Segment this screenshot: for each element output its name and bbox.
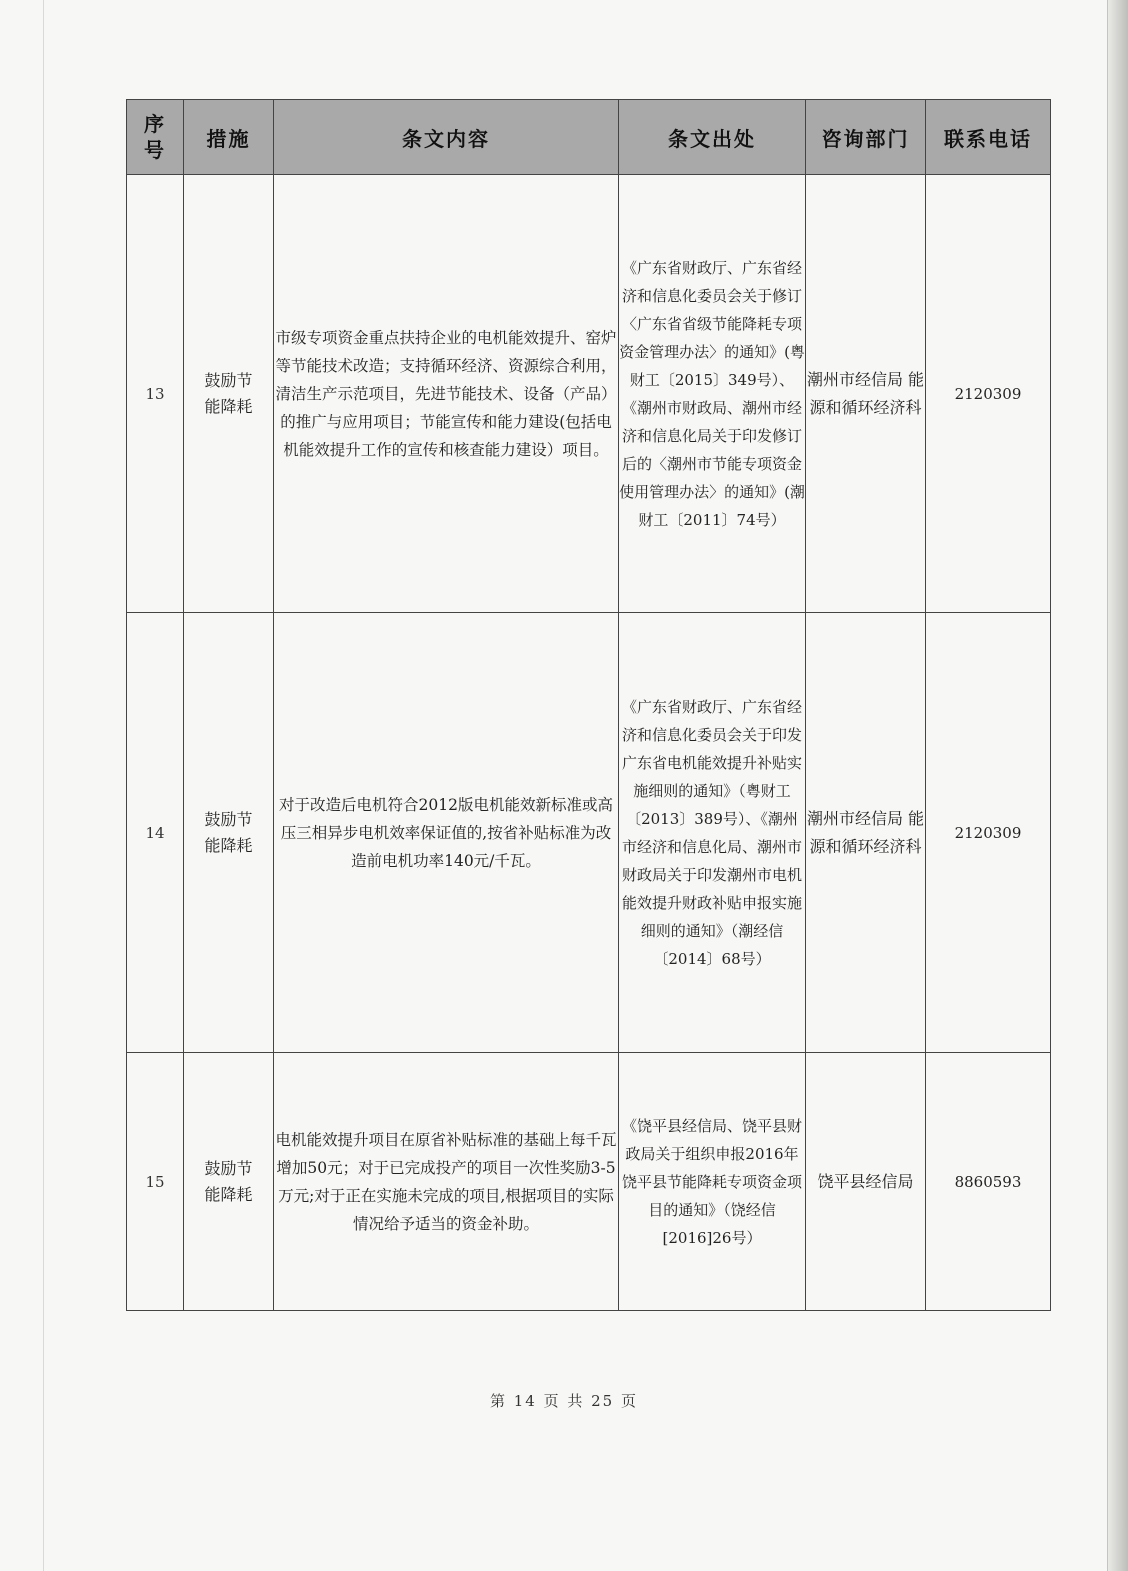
row-seq: 13	[127, 175, 184, 613]
table-row	[127, 1053, 1051, 1311]
row-measure	[184, 175, 274, 613]
row-measure-text: 鼓励节能降耗	[204, 370, 253, 416]
row-seq: 15	[127, 1053, 184, 1311]
row-content: 电机能效提升项目在原省补贴标准的基础上每千瓦增加50元；对于已完成投产的项目一次性奖励3-5万元;对于正在实施未完成的项目,根据项目的实际情况给予适当的资金补助。	[274, 1053, 619, 1311]
row-phone: 2120309	[926, 613, 1051, 1053]
row-source: 《饶平县经信局、饶平县财政局关于组织申报2016年饶平县节能降耗专项资金项目的通知》（饶经信[2016]26号）	[619, 1053, 806, 1311]
row-seq: 14	[127, 613, 184, 1053]
row-content: 市级专项资金重点扶持企业的电机能效提升、窑炉等节能技术改造；支持循环经济、资源综合利用，清洁生产示范项目，先进节能技术、设备（产品）的推广与应用项目；节能宣传和能力建设(包括电机能效提升工作的宣传和核查能力建设）项目。	[274, 175, 619, 613]
row-measure-text: 鼓励节能降耗	[204, 1158, 253, 1204]
row-dept: 潮州市经信局 能源和循环经济科	[806, 175, 926, 613]
header-phone: 联系电话	[926, 100, 1051, 175]
row-measure	[184, 613, 274, 1053]
row-phone: 2120309	[926, 175, 1051, 613]
header-source: 条文出处	[619, 100, 806, 175]
page-number: 第 14 页 共 25 页	[489, 1392, 638, 1410]
row-phone: 8860593	[926, 1053, 1051, 1311]
row-dept: 潮州市经信局 能源和循环经济科	[806, 613, 926, 1053]
row-measure	[184, 1053, 274, 1311]
page-fold-line	[43, 0, 44, 1571]
row-measure-text: 鼓励节能降耗	[204, 809, 253, 855]
header-seq: 序 号	[127, 100, 184, 175]
row-content: 对于改造后电机符合2012版电机能效新标准或高压三相异步电机效率保证值的,按省补贴标准为改造前电机功率140元/千瓦。	[274, 613, 619, 1053]
policy-table	[126, 99, 1051, 1311]
row-source: 《广东省财政厅、广东省经济和信息化委员会关于印发广东省电机能效提升补贴实施细则的通知》（粤财工〔2013〕389号）、《潮州市经济和信息化局、潮州市财政局关于印发潮州市电机能效提升财政补贴申报实施细则的通知》（潮经信〔2014〕68号）	[619, 613, 806, 1053]
page-edge-shadow	[1108, 0, 1128, 1571]
header-dept: 咨询部门	[806, 100, 926, 175]
row-dept: 饶平县经信局	[806, 1053, 926, 1311]
header-measure: 措施	[184, 100, 274, 175]
header-content: 条文内容	[274, 100, 619, 175]
table-row	[127, 175, 1051, 613]
table-header-row	[127, 100, 1051, 175]
row-source: 《广东省财政厅、广东省经济和信息化委员会关于修订〈广东省省级节能降耗专项资金管理办法〉的通知》(粤财工〔2015〕349号）、《潮州市财政局、潮州市经济和信息化局关于印发修订后的〈潮州市节能专项资金使用管理办法〉的通知》(潮财工〔2011〕74号）	[619, 175, 806, 613]
table-row	[127, 613, 1051, 1053]
